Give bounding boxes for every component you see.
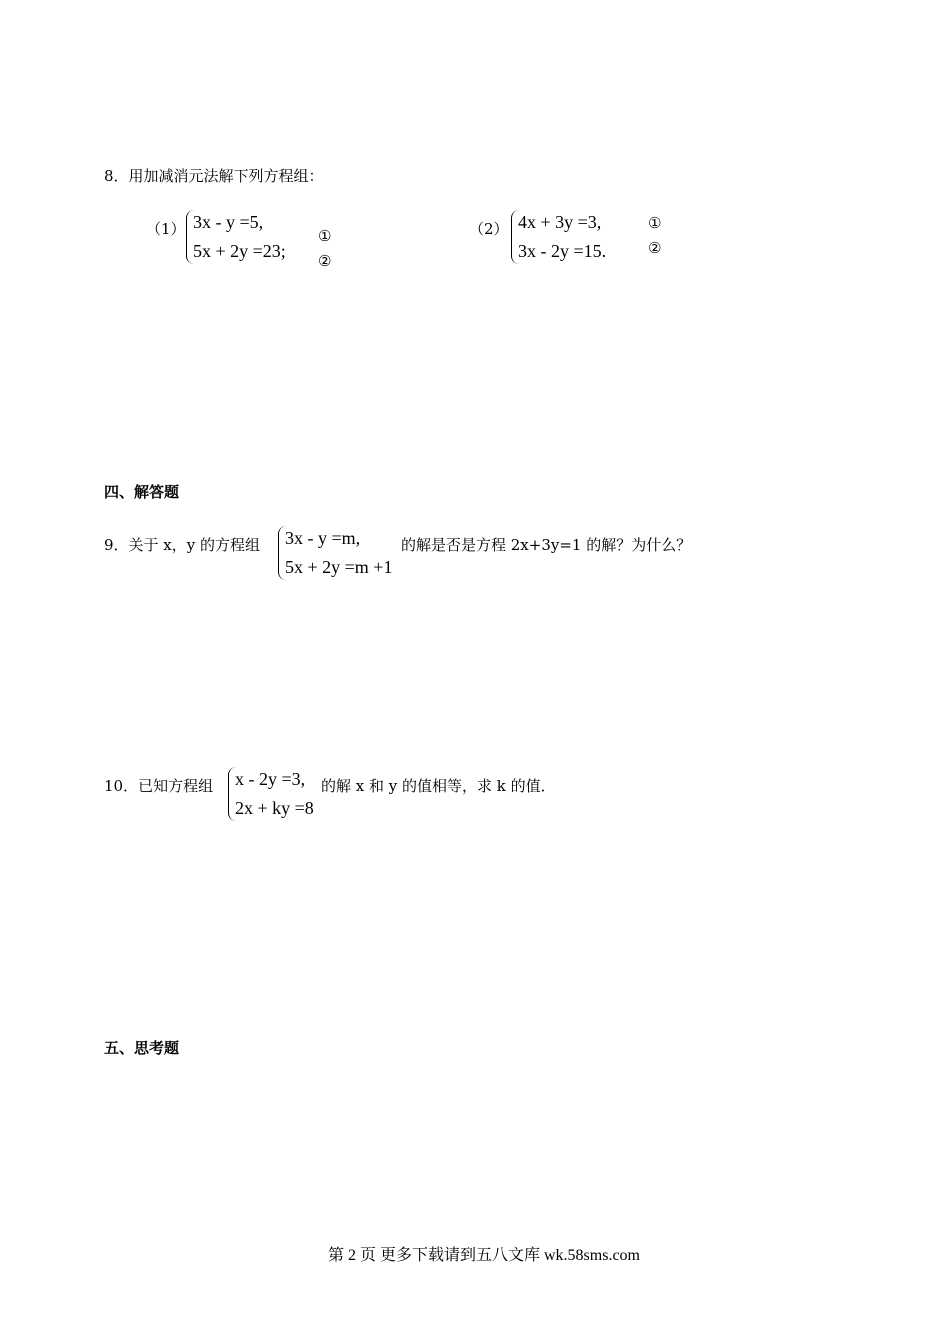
q9-equation-2: 5x + 2y =m +1 <box>285 557 393 577</box>
section-heading-5: 五、思考题 <box>104 1039 180 1057</box>
q8-part1-mark-1: ① <box>318 227 332 245</box>
q8-part2-label: （2） <box>469 220 509 238</box>
q8-part2-mark-1: ① <box>648 214 662 232</box>
q8-part1-equation-2: 5x + 2y =23; <box>193 241 286 261</box>
q8-part2-mark-2: ② <box>648 239 662 257</box>
q10-prefix: 10．已知方程组 <box>104 777 214 795</box>
q8-part1-label: （1） <box>146 220 186 238</box>
q8-prompt: 8．用加减消元法解下列方程组： <box>104 167 324 185</box>
q10-equation-2: 2x + ky =8 <box>235 798 314 818</box>
q10-suffix: 的解 x 和 y 的值相等，求 k 的值． <box>321 777 556 795</box>
q9-equation-1: 3x - y =m, <box>285 528 361 548</box>
page-footer: 第 2 页 更多下载请到五八文库 wk.58sms.com <box>328 1247 641 1264</box>
q9-suffix: 的解是否是方程 2x+3y=1 的解？为什么？ <box>401 536 692 554</box>
q9-prefix: 9．关于 x，y 的方程组 <box>104 536 261 554</box>
q8-part2-equation-2: 3x - 2y =15. <box>518 241 607 261</box>
q8-part2-equation-1: 4x + 3y =3, <box>518 212 602 232</box>
q8-part1-equation-1: 3x - y =5, <box>193 212 264 232</box>
section-heading-4: 四、解答题 <box>104 483 180 501</box>
q10-equation-1: x - 2y =3, <box>235 769 306 789</box>
q8-part1-mark-2: ② <box>318 252 332 270</box>
